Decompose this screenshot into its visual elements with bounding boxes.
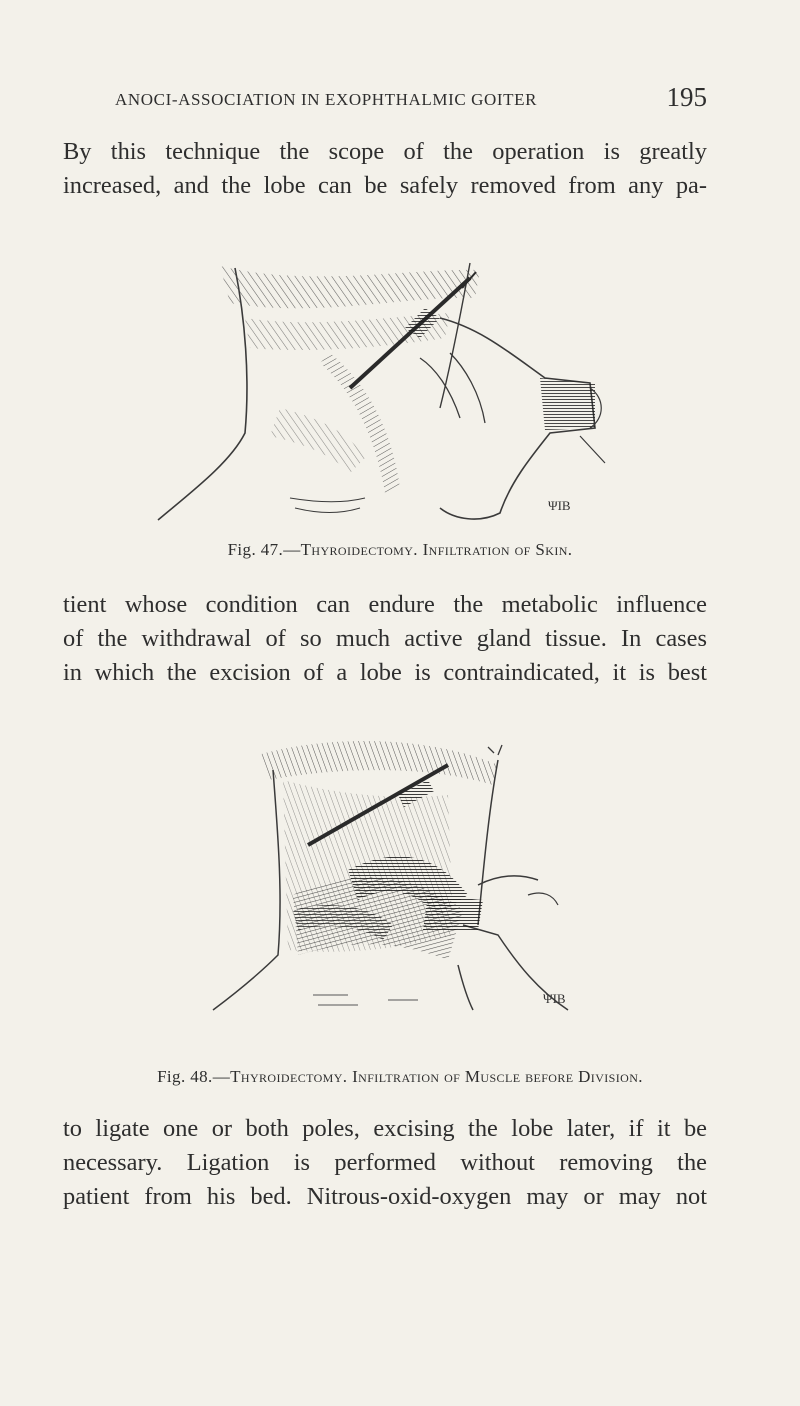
text-line: patient from his bed. Nitrous-oxid-oxygen may or may not — [63, 1183, 707, 1210]
text-line: to ligate one or both poles, excising the lobe later, if it be — [63, 1115, 707, 1142]
figure-48-title: Thyroidectomy. Infiltration of Muscle before Division. — [230, 1067, 643, 1086]
figure-47-number: Fig. 47. — [227, 540, 284, 559]
paragraph-3 — [63, 1112, 707, 1214]
text-line: increased, and the lobe can be safely removed from any pa- — [63, 172, 707, 199]
figure-48-number: Fig. 48. — [157, 1067, 213, 1086]
text-line: By this technique the scope of the operation is greatly — [63, 138, 707, 165]
text-line: of the withdrawal of so much active gland tissue. In cases — [63, 625, 707, 652]
text-line: in which the excision of a lobe is contraindicated, it is best — [63, 659, 707, 686]
page-header — [115, 82, 707, 118]
paragraph-2 — [63, 588, 707, 690]
engraver-mark: ΨIB — [543, 991, 566, 1006]
figure-47-caption: Fig. 47.—Thyroidectomy. Infiltration of Skin. — [227, 540, 573, 559]
paragraph-1 — [63, 135, 707, 203]
figure-48-illustration — [198, 725, 590, 1037]
figure-47-title: Thyroidectomy. Infiltration of Skin. — [300, 540, 573, 559]
figure-47-illustration — [150, 258, 610, 530]
text-line: necessary. Ligation is performed without removing the — [63, 1149, 707, 1176]
muscle-infiltration-drawing — [198, 725, 590, 1037]
page-number: 195 — [666, 82, 707, 112]
figure-48-caption: Fig. 48.—Thyroidectomy. Infiltration of Muscle before Division. — [157, 1067, 643, 1086]
skin-infiltration-drawing — [150, 258, 610, 530]
running-head: ANOCI-ASSOCIATION IN EXOPHTHALMIC GOITER — [115, 90, 538, 109]
text-line: tient whose condition can endure the metabolic influence — [63, 591, 707, 618]
engraver-mark: ΨIB — [548, 498, 571, 513]
